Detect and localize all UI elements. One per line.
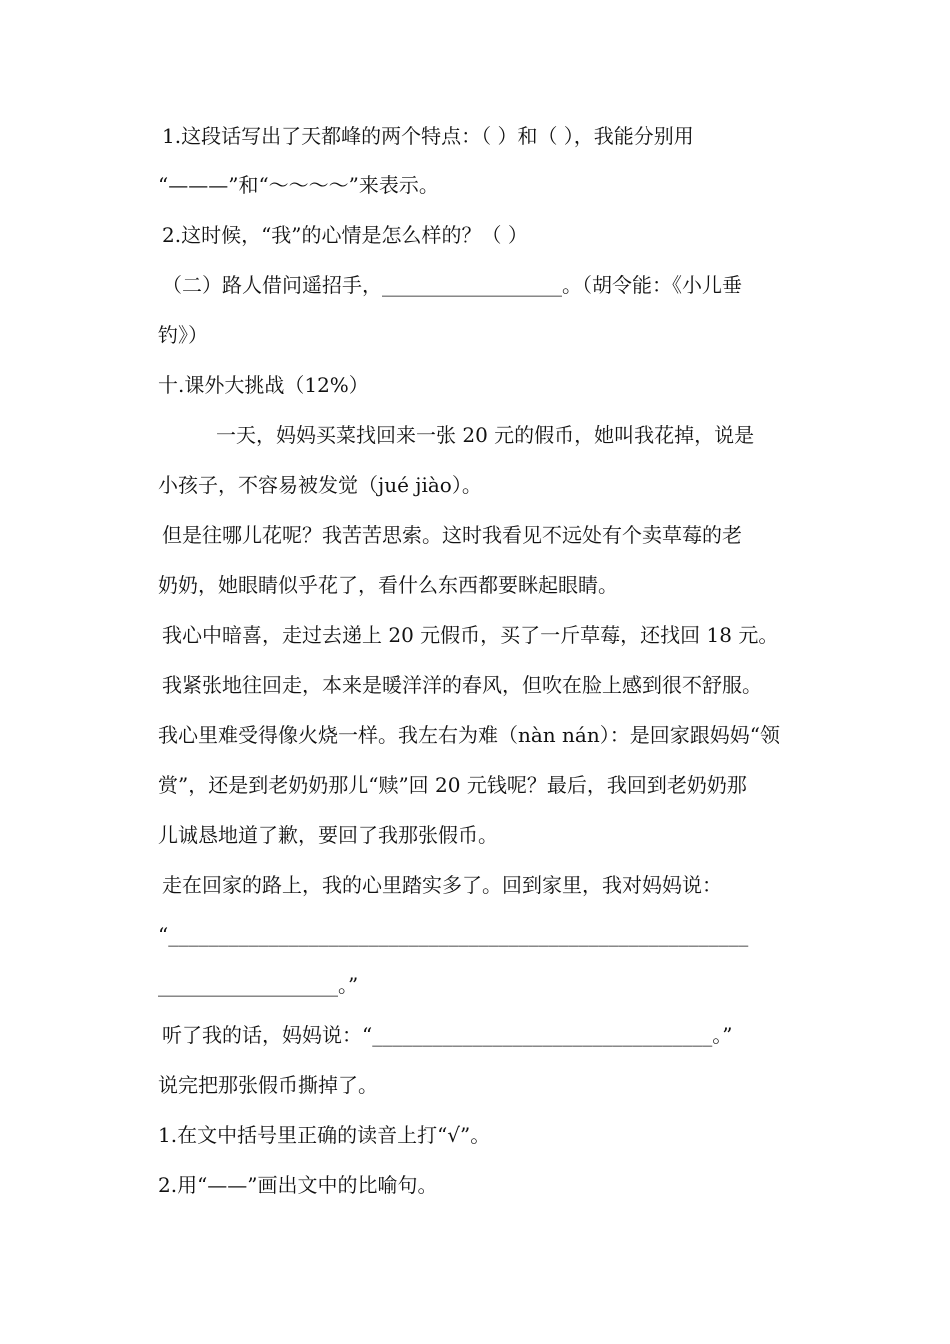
question-1-line-1: 1.这段话写出了天都峰的两个特点：（ ）和（ ），我能分别用: [162, 124, 694, 148]
story-paragraph-4-line-2: 我心里难受得像火烧一样。我左右为难（nàn nán）：是回家跟妈妈“领: [158, 723, 780, 747]
story-paragraph-6-line-1: 听了我的话，妈妈说：“__________________________________。”: [162, 1023, 733, 1047]
question-1-line-2: “———”和“～～～～”来表示。: [158, 173, 439, 197]
story-paragraph-4-line-3: 赏”，还是到老奶奶那儿“赎”回 20 元钱呢？最后，我回到老奶奶那: [158, 773, 747, 797]
answer-blank-line-1: “__________________________________________________________: [158, 923, 749, 947]
story-paragraph-1-line-2: 小孩子，不容易被发觉（jué jiào）。: [158, 473, 482, 497]
task-1-line: 1.在文中括号里正确的读音上打“√”。: [158, 1123, 491, 1147]
section-ten-heading: 十.课外大挑战（12%）: [158, 373, 369, 397]
story-paragraph-2-line-1: 但是往哪儿花呢？我苦苦思索。这时我看见不远处有个卖草莓的老: [162, 523, 742, 547]
poem-fill-line-2: 钓》）: [158, 323, 208, 347]
story-paragraph-3-line: 我心中暗喜，走过去递上 20 元假币，买了一斤草莓，还找回 18 元。: [162, 623, 779, 647]
story-paragraph-4-line-4: 儿诚恳地道了歉，要回了我那张假币。: [158, 823, 498, 847]
story-paragraph-1-line-1: 一天，妈妈买菜找回来一张 20 元的假币，她叫我花掉，说是: [216, 423, 755, 447]
story-paragraph-4-line-1: 我紧张地往回走，本来是暖洋洋的春风，但吹在脸上感到很不舒服。: [162, 673, 762, 697]
poem-fill-line-1: （二）路人借问遥招手，__________________。（胡令能：《小儿垂: [162, 273, 742, 297]
task-2-line: 2.用“——”画出文中的比喻句。: [158, 1173, 438, 1197]
story-paragraph-6-line-2: 说完把那张假币撕掉了。: [158, 1073, 378, 1097]
story-paragraph-5-line-1: 走在回家的路上，我的心里踏实多了。回到家里，我对妈妈说：: [162, 873, 722, 897]
story-paragraph-2-line-2: 奶奶，她眼睛似乎花了，看什么东西都要眯起眼睛。: [158, 573, 618, 597]
answer-blank-line-2: __________________。”: [158, 973, 359, 997]
question-2-line: 2.这时候，“我”的心情是怎么样的？（ ）: [162, 223, 528, 247]
